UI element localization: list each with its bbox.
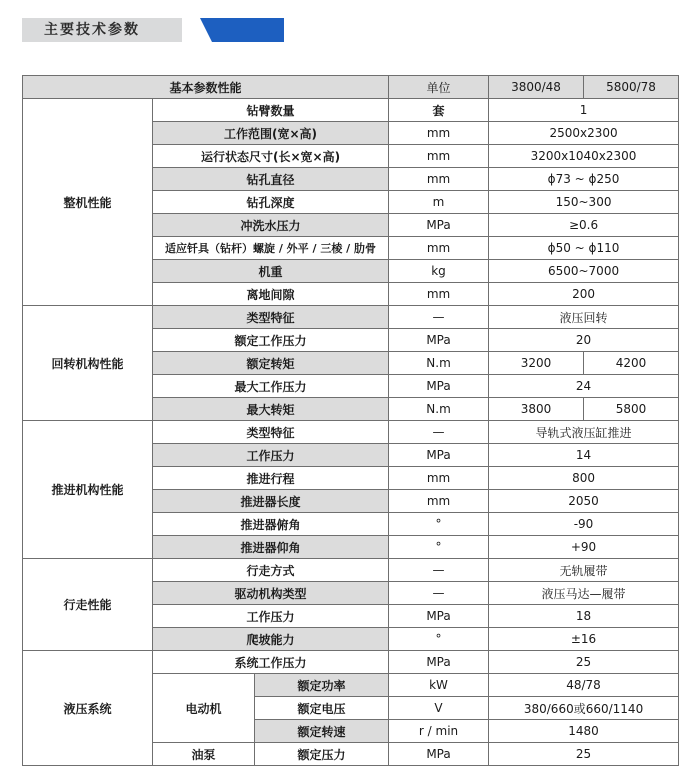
- param-cell: 钻孔直径: [153, 168, 389, 191]
- param-cell: 最大转矩: [153, 398, 389, 421]
- unit-cell: °: [389, 628, 489, 651]
- spec-table: [22, 75, 679, 766]
- param-cell: 最大工作压力: [153, 375, 389, 398]
- unit-cell: N.m: [389, 352, 489, 375]
- param-cell: 运行状态尺寸(长×宽×高): [153, 145, 389, 168]
- unit-cell: mm: [389, 168, 489, 191]
- unit-cell: N.m: [389, 398, 489, 421]
- value-cell: 20: [489, 329, 679, 352]
- value-cell: 18: [489, 605, 679, 628]
- param-cell: 类型特征: [153, 421, 389, 444]
- value-cell: 导轨式液压缸推进: [489, 421, 679, 444]
- group-label: 液压系统: [23, 651, 153, 766]
- group-label: 推进机构性能: [23, 421, 153, 559]
- value-cell: 25: [489, 651, 679, 674]
- unit-cell: —: [389, 582, 489, 605]
- value-cell: 1: [489, 99, 679, 122]
- unit-cell: V: [389, 697, 489, 720]
- param-cell: 工作压力: [153, 605, 389, 628]
- unit-cell: °: [389, 513, 489, 536]
- group-label: 整机性能: [23, 99, 153, 306]
- param-cell: 钻臂数量: [153, 99, 389, 122]
- unit-cell: kW: [389, 674, 489, 697]
- param-cell: 系统工作压力: [153, 651, 389, 674]
- header-unit: 单位: [389, 76, 489, 99]
- param-cell: 工作范围(宽×高): [153, 122, 389, 145]
- value-cell: 800: [489, 467, 679, 490]
- value-cell-b: 4200: [584, 352, 679, 375]
- value-cell: 3200x1040x2300: [489, 145, 679, 168]
- param-cell: 额定转矩: [153, 352, 389, 375]
- value-cell: 25: [489, 743, 679, 766]
- unit-cell: r / min: [389, 720, 489, 743]
- value-cell: ≥0.6: [489, 214, 679, 237]
- param-cell: 行走方式: [153, 559, 389, 582]
- value-cell: ϕ50 ~ ϕ110: [489, 237, 679, 260]
- value-cell: 380/660或660/1140: [489, 697, 679, 720]
- unit-cell: MPa: [389, 329, 489, 352]
- param-cell: 额定功率: [255, 674, 389, 697]
- value-cell: 24: [489, 375, 679, 398]
- param-cell: 适应钎具（钻杆）螺旋 / 外平 / 三棱 / 肋骨: [153, 237, 389, 260]
- section-title: 主要技术参数: [44, 22, 140, 38]
- param-cell: 爬坡能力: [153, 628, 389, 651]
- value-cell-a: 3200: [489, 352, 584, 375]
- unit-cell: kg: [389, 260, 489, 283]
- unit-cell: —: [389, 306, 489, 329]
- param-cell: 额定转速: [255, 720, 389, 743]
- value-cell-b: 5800: [584, 398, 679, 421]
- value-cell: 6500~7000: [489, 260, 679, 283]
- unit-cell: mm: [389, 283, 489, 306]
- unit-cell: MPa: [389, 605, 489, 628]
- unit-cell: MPa: [389, 214, 489, 237]
- param-cell: 类型特征: [153, 306, 389, 329]
- table-header-row: [23, 76, 679, 99]
- param-cell: 推进器长度: [153, 490, 389, 513]
- param-cell: 额定电压: [255, 697, 389, 720]
- section-header-accent: [190, 18, 284, 42]
- value-cell: 1480: [489, 720, 679, 743]
- value-cell: 2050: [489, 490, 679, 513]
- unit-cell: MPa: [389, 375, 489, 398]
- value-cell: 液压马达—履带: [489, 582, 679, 605]
- unit-cell: mm: [389, 467, 489, 490]
- header-item: 基本参数性能: [23, 76, 389, 99]
- param-cell: 工作压力: [153, 444, 389, 467]
- param-cell: 额定压力: [255, 743, 389, 766]
- value-cell: ±16: [489, 628, 679, 651]
- table-row: [23, 306, 679, 329]
- header-model-a: 3800/48: [489, 76, 584, 99]
- param-cell: 冲洗水压力: [153, 214, 389, 237]
- table-row: [23, 421, 679, 444]
- param-cell: 推进行程: [153, 467, 389, 490]
- value-cell: -90: [489, 513, 679, 536]
- section-header: [22, 18, 262, 42]
- unit-cell: mm: [389, 490, 489, 513]
- table-row: [23, 651, 679, 674]
- unit-cell: —: [389, 421, 489, 444]
- subgroup-label: 油泵: [153, 743, 255, 766]
- value-cell: 200: [489, 283, 679, 306]
- unit-cell: MPa: [389, 651, 489, 674]
- value-cell: +90: [489, 536, 679, 559]
- param-cell: 钻孔深度: [153, 191, 389, 214]
- value-cell: 无轨履带: [489, 559, 679, 582]
- unit-cell: 套: [389, 99, 489, 122]
- unit-cell: MPa: [389, 743, 489, 766]
- value-cell-a: 3800: [489, 398, 584, 421]
- param-cell: 机重: [153, 260, 389, 283]
- param-cell: 推进器俯角: [153, 513, 389, 536]
- group-label: 回转机构性能: [23, 306, 153, 421]
- unit-cell: MPa: [389, 444, 489, 467]
- param-cell: 推进器仰角: [153, 536, 389, 559]
- group-label: 行走性能: [23, 559, 153, 651]
- header-model-b: 5800/78: [584, 76, 679, 99]
- value-cell: 14: [489, 444, 679, 467]
- param-cell: 额定工作压力: [153, 329, 389, 352]
- subgroup-label: 电动机: [153, 674, 255, 743]
- unit-cell: mm: [389, 122, 489, 145]
- param-cell: 驱动机构类型: [153, 582, 389, 605]
- unit-cell: —: [389, 559, 489, 582]
- unit-cell: °: [389, 536, 489, 559]
- table-row: [23, 99, 679, 122]
- unit-cell: mm: [389, 145, 489, 168]
- param-cell: 离地间隙: [153, 283, 389, 306]
- value-cell: 150~300: [489, 191, 679, 214]
- value-cell: 2500x2300: [489, 122, 679, 145]
- value-cell: 48/78: [489, 674, 679, 697]
- value-cell: 液压回转: [489, 306, 679, 329]
- unit-cell: m: [389, 191, 489, 214]
- value-cell: ϕ73 ~ ϕ250: [489, 168, 679, 191]
- unit-cell: mm: [389, 237, 489, 260]
- table-row: [23, 559, 679, 582]
